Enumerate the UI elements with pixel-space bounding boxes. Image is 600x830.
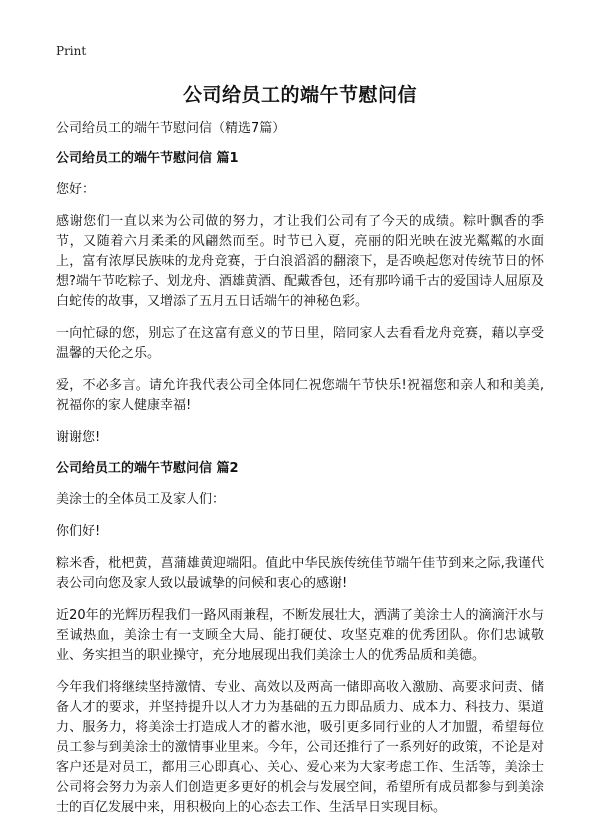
document-subtitle: 公司给员工的端午节慰问信（精选7篇）	[56, 121, 286, 136]
section-2-heading: 公司给员工的端午节慰问信 篇2	[56, 461, 239, 476]
section-2-paragraph-3: 今年我们将继续坚持激情、专业、高效以及两高一储即高收入激励、高要求问责、储备人才的要求，并坚持提升以人才力为基础的五力即品质力、成本力、科技力、渠道力、服务力，将美涂士打造成人才的蓄水池，吸引更多同行业的人才加盟，希望每位员工参与到美涂士的激情事业里来。今年，公司还推行了一系列好的政策，不论是对客户还是对员工，都用三心即真心、关心、爱心来为大家考虑工作、生活等，美涂士公司将会努力为亲人们创造更多更好的机会与发展空间，希望所有成员都参与到美涂士的百亿发展中来，用积极向上的心态去工作、生活早日实现目标。	[56, 680, 544, 815]
section-2-paragraph-1: 粽米香，枇杷黄，菖蒲雄黄迎端阳。值此中华民族传统佳节端午佳节到来之际,我谨代表公司向您及家人致以最诚挚的问候和衷心的感谢!	[56, 556, 544, 591]
section-2-greeting: 你们好!	[56, 524, 101, 539]
section-2-paragraph-2: 近20年的光辉历程我们一路风雨兼程，不断发展壮大，洒满了美涂士人的滴滴汗水与至诚热血，美涂士有一支顾全大局、能打硬仗、攻坚克难的优秀团队。你们忠诚敬业、务实担当的职业操守，充分地展现出我们美涂士人的优秀品质和美德。	[56, 608, 544, 663]
document-title: 公司给员工的端午节慰问信	[182, 84, 417, 106]
print-label[interactable]: Print	[56, 44, 87, 58]
section-1-paragraph-1: 感谢您们一直以来为公司做的努力，才让我们公司有了今天的成绩。粽叶飘香的季节，又随着六月柔柔的风翩然而至。时节已入夏，亮丽的阳光映在波光粼粼的水面上，富有浓厚民族味的龙舟竞赛，于白浪滔滔的翻滚下，是否唤起您对传统节日的怀想?端午节吃粽子、划龙舟、酒雄黄酒、配戴香包，还有那吟诵千古的爱国诗人屈原及白蛇传的故事，又增添了五月五日话端午的神秘色彩。	[56, 214, 544, 309]
document-body	[56, 120, 544, 830]
section-1-paragraph-3: 爱，不必多言。请允许我代表公司全体同仁祝您端午节快乐!祝福您和亲人和和美美,祝福你的家人健康幸福!	[56, 378, 544, 413]
section-2-salutation: 美涂士的全体员工及家人们：	[56, 492, 226, 507]
section-1-paragraph-2: 一向忙碌的您，别忘了在这富有意义的节日里，陪同家人去看看龙舟竞赛，藉以享受温馨的天伦之乐。	[56, 326, 544, 361]
section-1-heading: 公司给员工的端午节慰问信 篇1	[56, 151, 239, 166]
section-1-greeting: 您好：	[56, 182, 96, 197]
section-1-closing: 谢谢您!	[56, 430, 101, 445]
